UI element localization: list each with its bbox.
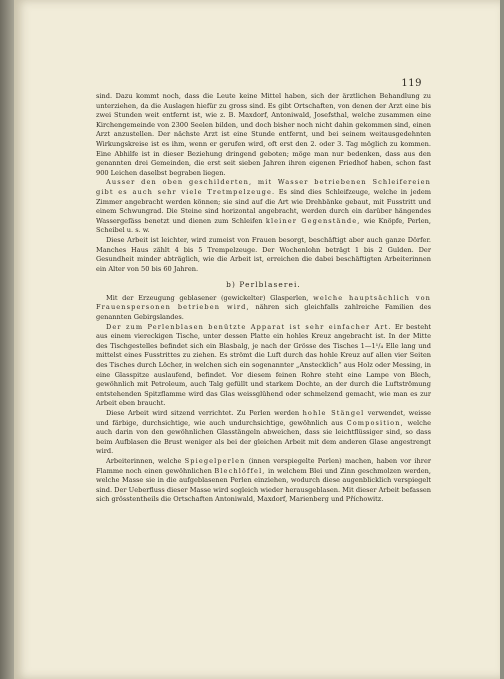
spaced-text: Ausser den oben geschilderten, mit Wasser betriebenen Schleifereien gibt es auch sehr viele Tretmpelzeuge. (96, 178, 431, 196)
spaced-text: Blechlöffel, (214, 466, 266, 475)
text-run: Diese Arbeit wird sitzend verrichtet. Zu Perlen werden (106, 409, 303, 417)
body-text (96, 92, 431, 505)
spaced-text: Composition, (346, 418, 404, 427)
spaced-text: hohle Stängel (302, 409, 365, 417)
text-run: Arbeiterinnen, welche (106, 456, 185, 465)
paragraph (96, 236, 431, 274)
paragraph (96, 457, 431, 505)
text-run: Diese Arbeit ist leichter, wird zumeist von Frauen besorgt, beschäftigt aber auch ganze Dörfer. Manches Haus zählt 4 bis 5 Trempelzeuge. Der Wochenlohn beträgt 1 bis 2 Gulden. Der Gesundheit minder abträglich, wie die Arbeit ist, erreichen die dabei beschäftigten Arbeiterinnen ein Alter von 50 bis 60 Jahren. (96, 235, 431, 273)
spaced-text: Der zum Perlenblasen benützte Apparat ist sehr einfacher Art. (106, 322, 392, 331)
text-run: verwendet, weisse und färbige, durchsichtige, wie auch undurchsichtige, gewöhnlich aus (96, 409, 432, 427)
previous-page-edge (0, 0, 14, 679)
text-run: Er besteht aus einem viereckigen Tische, unter dessen Platte ein hohles Kreuz angebracht ist. In der Mitte des Tischgestelles befindet sich ein Blasbalg, je nach der Grösse des Tisches 1—1¹/₄ Elle lang und mittelst eines Fusstrittes zu ziehen. Es strömt die Luft durch das hohle Kreuz auf allen vier Seiten des Tisches durch Löcher, in welchen sich ein sogenannter „Anstecklich“ aus Holz oder Messing, in eine Glasspitze auslaufend, befindet. Vor diesem feinen Rohre steht eine Lampe von Blech, gewöhnlich mit Petroleum, auch Talg gefüllt und starkem Dochte, an der durch die Luftströmung entstehenden Spitzflamme wird das Glas weissglühend oder schmelzend gemacht, wie man es zur Arbeit eben braucht. (96, 322, 431, 408)
paragraph (96, 294, 431, 323)
paragraph (96, 409, 431, 457)
text-run: nähren sich gleichfalls zahlreiche Familien des genannten Gebirgslandes. (96, 303, 432, 322)
spaced-text: kleiner Gegenstände, (265, 216, 361, 225)
text-run: (innen verspiegelte Perlen) machen, haben vor ihrer Flamme noch einen gewöhnlichen (96, 456, 431, 475)
book-page (14, 0, 500, 679)
spaced-text: b) Perlblaserei. (226, 280, 301, 290)
spaced-text: Spiegelperlen (184, 456, 246, 465)
paragraph (96, 178, 431, 236)
section-heading (96, 280, 431, 290)
text-run: wie Knöpfe, Perlen, Scheibel u. s. w. (96, 216, 431, 235)
text-run: sind. Dazu kommt noch, dass die Leute keine Mittel haben, sich der ärztlichen Behandlung zu unterziehen, da die Auslagen hiefür zu gross sind. Es gibt Ortschaften, von denen der Arzt eine bis zwei Stunden weit entfernt ist, wie z. B. Maxdorf, Antoniwald, Josefsthal, welche zusammen eine Kirchengemeinde von 2300 Seelen bilden, und doch bisher noch nicht dahin gekommen sind, einen Arzt anzustellen. Der nächste Arzt ist eine Stunde entfernt, und bei seinem weitausgedehnten Wirkungskreise ist es ihm, wenn er gerufen wird, oft erst den 2. oder 3. Tag möglich zu kommen. Eine Abhilfe ist in dieser Beziehung dringend geboten; möge man nur bedenken, dass aus den genannten drei Gemeinden, die erst seit sieben Jahren ihren eigenen Friedhof haben, schon fast 900 Leichen daselbst begraben liegen. (96, 92, 431, 177)
paragraph (96, 92, 431, 178)
paragraph (96, 323, 431, 409)
text-run: Es sind dies Schleifzeuge, welche in jedem Zimmer angebracht werden können; sie sind auf die Art wie Drehbänke gebaut, mit Fusstritt und einem Schwungrad. Die Steine sind horizontal angebracht, werden durch ein darüber hängendes Wassergefäss benetzt und dienen zum Schleifen (96, 187, 431, 225)
text-run: welche auch darin von den gewöhnlichen Glasstängeln abweichen, dass sie leichtflüssiger sind, so dass beim Aufblasen die Brust weniger als bei der gleichen Arbeit mit dem anderen Glase angestrengt wird. (96, 418, 431, 456)
text-run: Mit der Erzeugung geblasener (gewickelter) Glasperlen, (106, 293, 314, 302)
text-run: in welchem Blei und Zinn geschmolzen werden, welche Masse sie in die aufgeblasenen Perlen einziehen, wodurch diese augenblicklich verspiegelt sind. Der Ueberfluss dieser Masse wird sogleich wieder herausgeblasen. Mit dieser Arbeit befassen sich grösstentheils die Ortschaften Antoniwald, Maxdorf, Marienberg und Příchowitz. (96, 466, 431, 504)
page-number: 119 (401, 78, 422, 89)
spaced-text: welche hauptsächlich von Frauenspersonen betrieben wird, (96, 293, 431, 312)
